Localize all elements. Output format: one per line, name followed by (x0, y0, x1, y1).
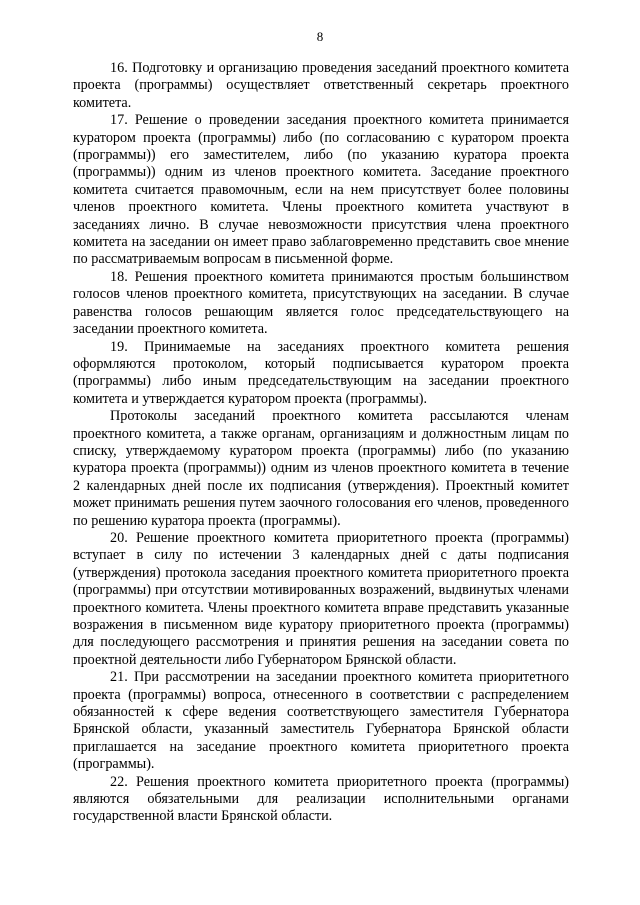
paragraph-19: 19. Принимаемые на заседаниях проектного комитета решения оформляются протоколом, который подписывается куратором проекта (программы) либо иным председательствующим на заседании проектного комитета и утверждается куратором проекта (программы). (73, 338, 569, 407)
paragraph-22: 22. Решения проектного комитета приоритетного проекта (программы) являются обязательными для реализации исполнительными органами государственной власти Брянской области. (73, 773, 569, 825)
paragraph-protocols: Протоколы заседаний проектного комитета рассылаются членам проектного комитета, а также органам, организациям и должностным лицам по списку, утверждаемому куратором проекта (программы) либо (по указанию куратора проекта (программы)) одним из членов проектного комитета в течение 2 календарных дней после их подписания (утверждения). Проектный комитет может принимать решения путем заочного голосования его членов, проведенного по решению куратора проекта (программы). (73, 408, 569, 529)
paragraph-21: 21. При рассмотрении на заседании проектного комитета приоритетного проекта (программы) вопроса, отнесенного в соответствии с распределением обязанностей к сфере ведения соответствующего заместителя Губернатора Брянской области, указанный заместитель Губернатора Брянской области приглашается на заседание проектного комитета приоритетного проекта (программы). (73, 669, 569, 773)
paragraph-18: 18. Решения проектного комитета принимаются простым большинством голосов членов проектного комитета, присутствующих на заседании. В случае равенства голосов решающим является голос председательствующего на заседании проектного комитета. (73, 268, 569, 338)
paragraph-20: 20. Решение проектного комитета приоритетного проекта (программы) вступает в силу по истечении 3 календарных дней с даты подписания (утверждения) протокола заседания проектного комитета приоритетного проекта (программы) при отсутствии мотивированных возражений, выдвинутых членами проектного комитета. Члены проектного комитета вправе представить указанные возражения в письменном виде куратору приоритетного проекта (программы) для последующего рассмотрения и принятия решения на заседании совета по проектной деятельности либо Губернатором Брянской области. (73, 529, 569, 668)
document-body (73, 60, 569, 826)
paragraph-17: 17. Решение о проведении заседания проектного комитета принимается куратором проекта (программы) либо (по согласованию с куратором проекта (программы)) его заместителем, либо (по указанию куратора проекта (программы)) одним из членов проектного комитета. Заседание проектного комитета считается правомочным, если на нем присутствует более половины членов проектного комитета. Члены проектного комитета участвуют в заседаниях лично. В случае невозможности присутствия члена проектного комитета на заседании он имеет право заблаговременно представить свое мнение по рассматриваемым вопросам в письменной форме. (73, 112, 569, 268)
page-number: 8 (316, 29, 324, 44)
paragraph-16: 16. Подготовку и организацию проведения заседаний проектного комитета проекта (программы) осуществляет ответственный секретарь проектного комитета. (73, 60, 569, 111)
